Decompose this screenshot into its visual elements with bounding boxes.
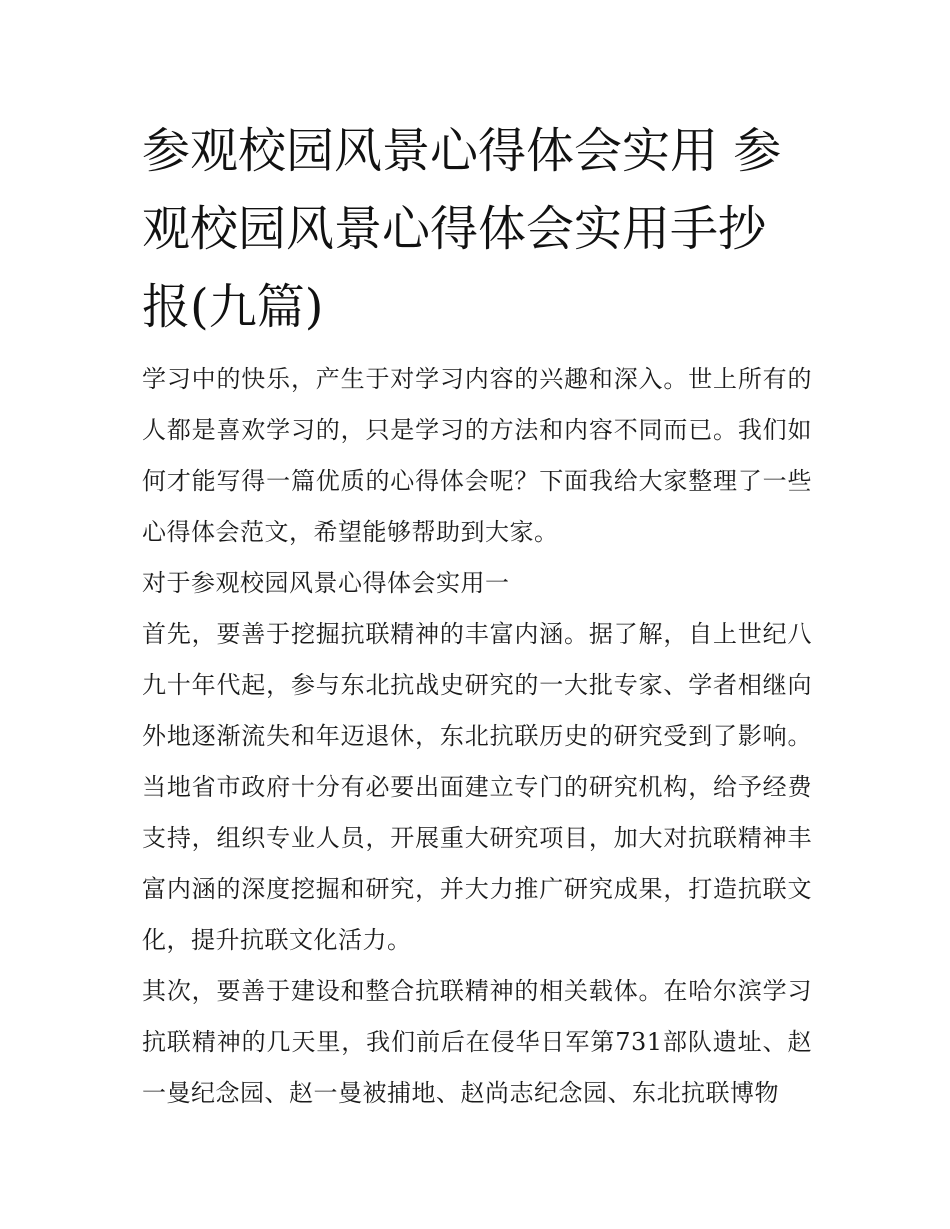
body-paragraph-2: 其次，要善于建设和整合抗联精神的相关载体。在哈尔滨学习抗联精神的几天里，我们前后在侵华日军第731部队遗址、赵一曼纪念园、赵一曼被捕地、赵尚志纪念园、东北抗联博物 [142, 977, 812, 1107]
section-heading: 对于参观校园风景心得体会实用一 [142, 569, 510, 597]
intro-paragraph: 学习中的快乐，产生于对学习内容的兴趣和深入。世上所有的人都是喜欢学习的，只是学习的方法和内容不同而已。我们如何才能写得一篇优质的心得体会呢？下面我给大家整理了一些心得体会范文，希望能够帮助到大家。 [142, 365, 812, 546]
document-title: 参观校园风景心得体会实用 参观校园风景心得体会实用手抄报(九篇) [142, 123, 782, 335]
document-body [142, 112, 812, 1119]
body-paragraph-1: 首先，要善于挖掘抗联精神的丰富内涵。据了解，自上世纪八九十年代起，参与东北抗战史研究的一大批专家、学者相继向外地逐渐流失和年迈退休，东北抗联历史的研究受到了影响。当地省市政府十分有必要出面建立专门的研究机构，给予经费支持，组织专业人员，开展重大研究项目，加大对抗联精神丰富内涵的深度挖掘和研究，并大力推广研究成果，打造抗联文化，提升抗联文化活力。 [142, 620, 812, 954]
